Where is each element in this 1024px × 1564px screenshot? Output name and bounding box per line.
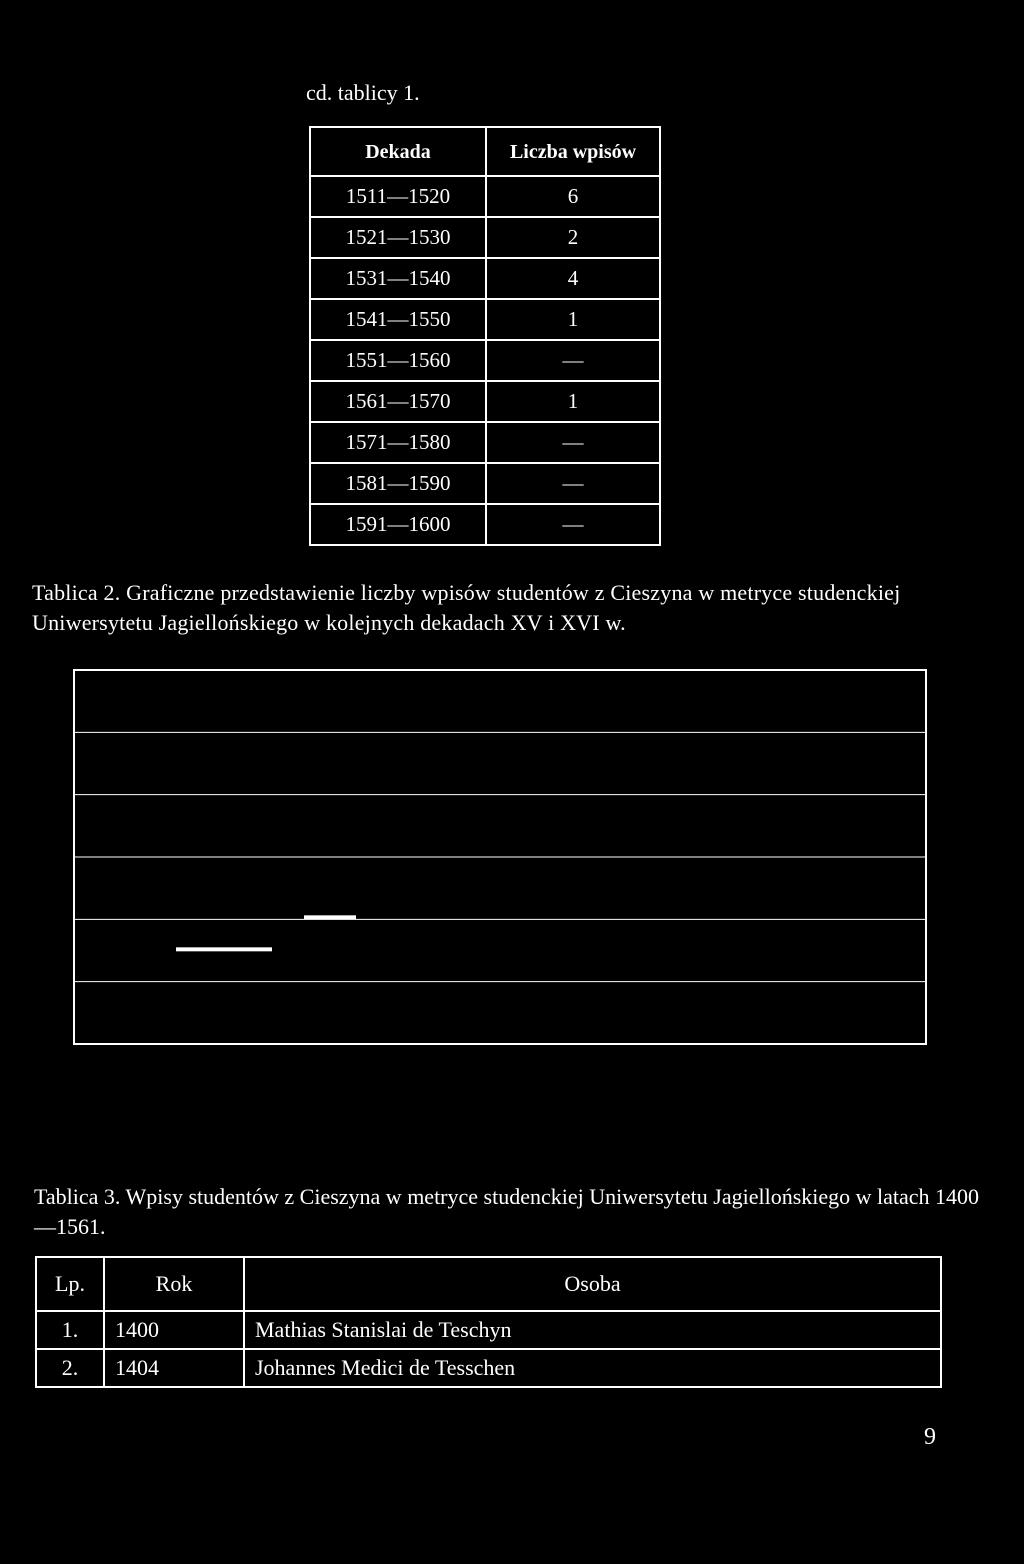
table-row	[310, 217, 660, 258]
decade-cell: 1511—1520	[310, 176, 486, 217]
table-header-row	[36, 1257, 941, 1311]
table-row	[310, 463, 660, 504]
person-cell: Johannes Medici de Tesschen	[244, 1349, 941, 1387]
table2-caption: Tablica 2. Graficzne przedstawienie liczby wpisów studentów z Cieszyna w metryce studenckiej Uniwersytetu Jagiellońskiego w kolejnych dekadach XV i XVI w.	[32, 580, 901, 635]
table-row	[310, 299, 660, 340]
enrollment-chart	[72, 668, 932, 1048]
count-cell: —	[486, 340, 660, 381]
count-cell: 6	[486, 176, 660, 217]
year-cell: 1404	[104, 1349, 244, 1387]
count-cell: —	[486, 504, 660, 545]
chart-bar	[176, 947, 272, 951]
count-cell: 2	[486, 217, 660, 258]
table-row	[36, 1349, 941, 1387]
person-cell: Mathias Stanislai de Teschyn	[244, 1311, 941, 1349]
table-header-row	[310, 127, 660, 176]
table3-caption: Tablica 3. Wpisy studentów z Cieszyna w metryce studenckiej Uniwersytetu Jagiellońskiego w latach 1400—1561.	[34, 1184, 980, 1239]
student-entries-table	[35, 1256, 942, 1388]
header-osoba: Osoba	[244, 1257, 941, 1311]
header-decade: Dekada	[310, 127, 486, 176]
decade-cell: 1581—1590	[310, 463, 486, 504]
lp-cell: 2.	[36, 1349, 104, 1387]
count-cell: 1	[486, 299, 660, 340]
count-cell: —	[486, 422, 660, 463]
table-row	[310, 176, 660, 217]
header-lp: Lp.	[36, 1257, 104, 1311]
header-enrollment-count: Liczba wpisów	[486, 127, 660, 176]
year-cell: 1400	[104, 1311, 244, 1349]
page-number: 9	[924, 1424, 936, 1450]
count-cell: 4	[486, 258, 660, 299]
decade-cell: 1541—1550	[310, 299, 486, 340]
decade-enrollment-table	[309, 126, 661, 546]
decade-cell: 1571—1580	[310, 422, 486, 463]
chart-bar	[304, 915, 356, 919]
continuation-title: cd. tablicy 1.	[306, 80, 420, 105]
count-cell: 1	[486, 381, 660, 422]
chart-grid	[74, 732, 926, 981]
decade-cell: 1551—1560	[310, 340, 486, 381]
table-row	[310, 381, 660, 422]
lp-cell: 1.	[36, 1311, 104, 1349]
table-row	[36, 1311, 941, 1349]
decade-cell: 1531—1540	[310, 258, 486, 299]
table-row	[310, 258, 660, 299]
chart-bars	[176, 915, 356, 951]
header-rok: Rok	[104, 1257, 244, 1311]
decade-cell: 1591—1600	[310, 504, 486, 545]
decade-cell: 1561—1570	[310, 381, 486, 422]
decade-cell: 1521—1530	[310, 217, 486, 258]
table-row	[310, 504, 660, 545]
table-row	[310, 340, 660, 381]
count-cell: —	[486, 463, 660, 504]
table-row	[310, 422, 660, 463]
